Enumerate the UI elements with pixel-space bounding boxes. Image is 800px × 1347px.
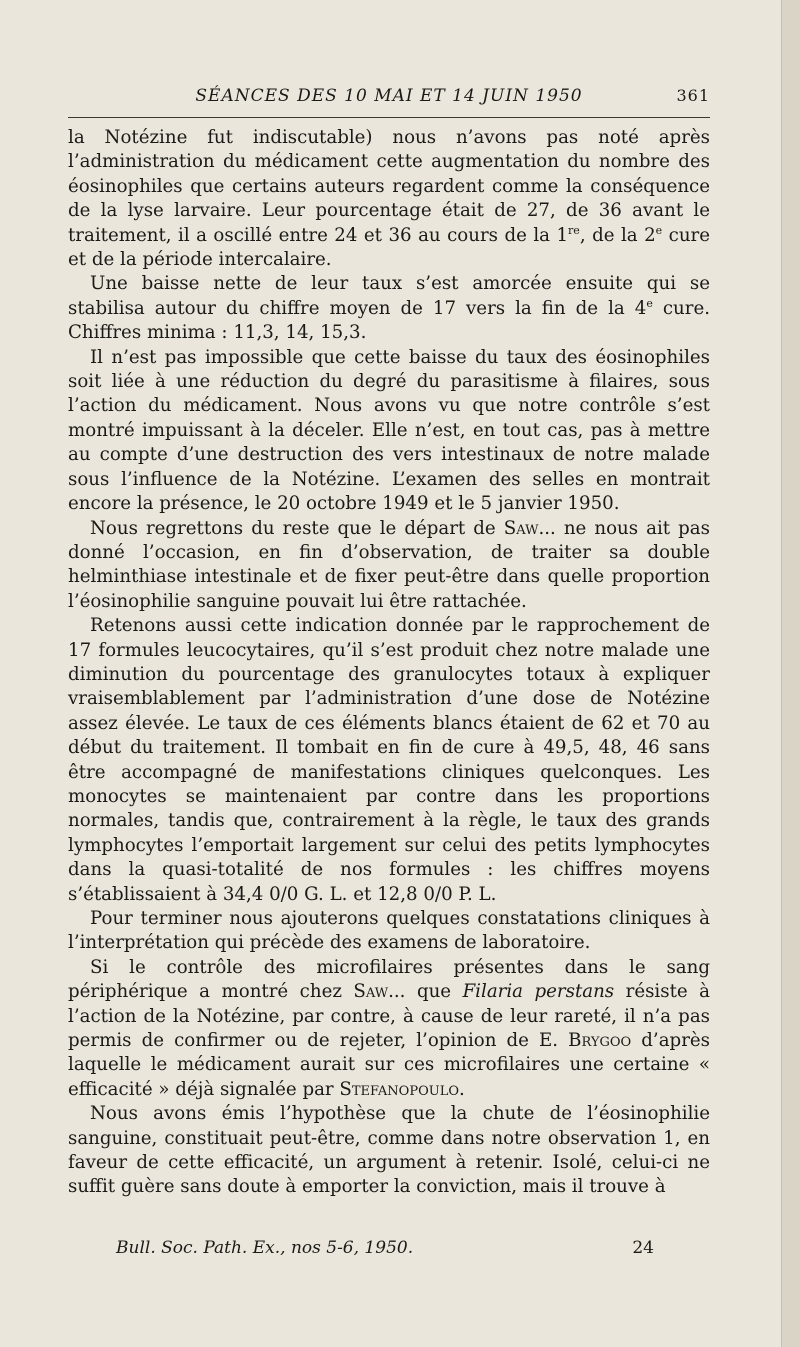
body-text — [68, 126, 710, 1200]
page-number: 361 — [676, 86, 710, 105]
text-run: e — [655, 223, 663, 237]
text-run: résiste à l’action de la Notézine, par contre, à cause de leur rareté, il n’a pas permis de confirmer ou de rejeter, l’opinion de E. — [68, 981, 710, 1052]
paragraph — [68, 1102, 710, 1200]
text-run: Saw — [353, 981, 389, 1003]
text-run: cure. Chiffres minima : 11,3, 14, 15,3. — [68, 297, 710, 344]
paragraph — [68, 517, 710, 615]
journal-reference: Bull. Soc. Path. Ex., nos 5-6, 1950. — [116, 1238, 414, 1258]
text-run: re — [568, 223, 580, 237]
text-run: ... ne nous ait pas donné l’occasion, en fin d’observation, de traiter sa double helminthiase intestinale et de fixer peut-être dans quelle proportion l’éosinophilie sanguine pouvait lui être rattachée. — [68, 517, 710, 612]
text-run: Saw — [503, 517, 539, 539]
text-run: Brygoo — [568, 1030, 632, 1052]
paragraph — [68, 126, 710, 272]
text-run: Retenons aussi cette indication donnée par le rapprochement de 17 formules leucocytaires, qu’il s’est produit chez notre malade une diminution du pourcentage des granulocytes totaux à expliquer vraisemblablement par l’administration d’une dose de Notézine assez élevée. Le taux de ces éléments blancs étaient de 62 et 70 au début du traitement. Il tombait en fin de cure à 49,5, 48, 46 sans être accompagné de manifestations cliniques quelconques. Les monocytes se maintenaient par contre dans les proportions normales, tandis que, contrairement à la règle, le taux des grands lymphocytes l’emportait largement sur celui des petits lymphocytes dans la quasi-totalité de nos formules : les chiffres moyens s’établissaient à 34,4 0/0 G. L. et 12,8 0/0 P. L. — [68, 615, 710, 905]
text-run: d’après laquelle le médicament aurait sur ces microfilaires une certaine « efficacité » déjà signalée par — [68, 1030, 710, 1100]
page-edge — [781, 0, 800, 1347]
text-run: Une baisse nette de leur taux s’est amorcée ensuite qui se stabilisa autour du chiffre moyen de 17 vers la fin de la 4 — [68, 273, 710, 319]
text-run: Stefanopoulo — [339, 1078, 459, 1100]
paragraph — [68, 614, 710, 907]
text-run: Pour terminer nous ajouterons quelques constatations cliniques à l’interprétation qui précède des examens de laboratoire. — [68, 908, 710, 954]
text-run: cure et de la période intercalaire. — [68, 224, 710, 271]
paragraph — [68, 956, 710, 1102]
paragraph — [68, 346, 710, 517]
text-run: , de la 2 — [579, 224, 656, 246]
text-run: . — [459, 1078, 465, 1100]
text-run: Il n’est pas impossible que cette baisse du taux des éosinophiles soit liée à une réduction du degré du parasitisme à filaires, sous l’action du médicament. Nous avons vu que notre contrôle s’est montré impuissant à la déceler. Elle n’est, en tout cas, pas à mettre au compte d’une destruction des vers intestinaux de notre malade sous l’influence de la Notézine. L’examen des selles en montrait encore la présence, le 20 octobre 1949 et le 5 janvier 1950. — [68, 346, 710, 515]
text-run: e — [646, 296, 653, 310]
signature-mark: 24 — [632, 1238, 654, 1258]
text-run: ... que — [388, 981, 463, 1003]
page-footer — [68, 1238, 710, 1264]
text-run: la Notézine fut indiscutable) nous n’avons pas noté après l’administration du médicament cette augmentation du nombre des éosinophiles que certains auteurs regardent comme la conséquence de la lyse larvaire. Leur pourcentage était de 27, de 36 avant le traitement, il a oscillé entre 24 et 36 au cours de la 1 — [68, 127, 710, 246]
paragraph — [68, 907, 710, 956]
running-title: SÉANCES DES 10 MAI ET 14 JUIN 1950 — [195, 86, 583, 106]
text-run: Nous avons émis l’hypothèse que la chute de l’éosinophilie sanguine, constituait peut-être, comme dans notre observation 1, en faveur de cette efficacité, un argument à retenir. Isolé, celui-ci ne suffit guère sans doute à emporter la conviction, mais il trouve à — [68, 1103, 710, 1198]
running-header — [68, 82, 710, 112]
text-run: Si le contrôle des microfilaires présentes dans le sang périphérique a montré chez — [68, 956, 710, 1003]
text-run: Filaria perstans — [462, 981, 615, 1003]
text-run: Nous regrettons du reste que le départ de — [90, 517, 504, 539]
header-rule — [68, 117, 710, 118]
paragraph — [68, 272, 710, 345]
